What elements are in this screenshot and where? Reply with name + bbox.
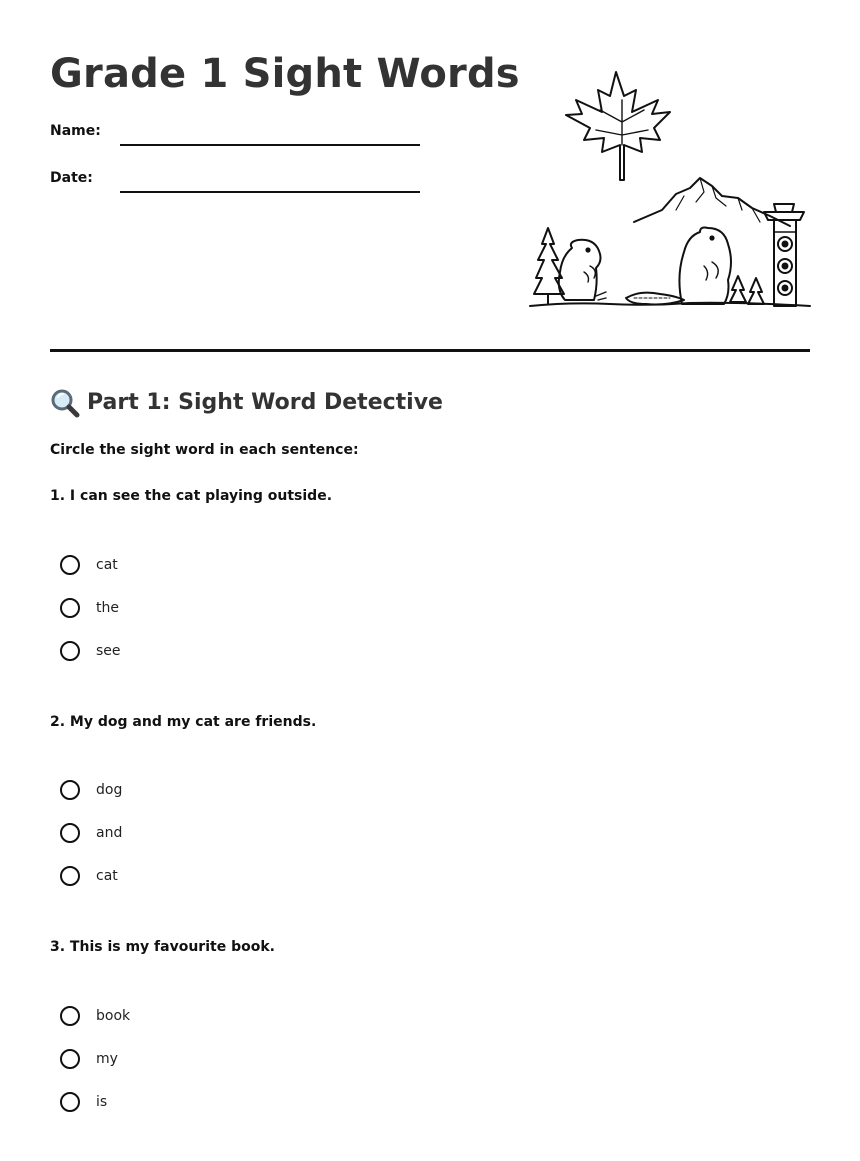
answer-option[interactable] <box>60 638 360 664</box>
header-divider <box>50 349 810 352</box>
radio-button[interactable] <box>60 1092 80 1112</box>
answer-option[interactable] <box>60 863 360 889</box>
beaver-icon <box>626 228 731 305</box>
radio-button[interactable] <box>60 866 80 886</box>
pine-tree-icon <box>730 276 764 304</box>
answer-option[interactable] <box>60 595 360 621</box>
question-1 <box>50 487 810 659</box>
question-text: 2. My dog and my cat are friends. <box>50 714 317 730</box>
option-label: cat <box>96 557 118 573</box>
radio-button[interactable] <box>60 1006 80 1026</box>
option-label: and <box>96 825 123 841</box>
option-label: my <box>96 1051 118 1067</box>
name-label: Name: <box>50 123 101 139</box>
option-label: cat <box>96 868 118 884</box>
radio-button[interactable] <box>60 1049 80 1069</box>
answer-option[interactable] <box>60 777 360 803</box>
option-label: dog <box>96 782 123 798</box>
answer-option[interactable] <box>60 820 360 846</box>
answer-option[interactable] <box>60 1089 360 1115</box>
radio-button[interactable] <box>60 823 80 843</box>
radio-button[interactable] <box>60 555 80 575</box>
answer-option[interactable] <box>60 552 360 578</box>
date-field <box>50 169 430 199</box>
name-blank-line[interactable] <box>120 144 420 146</box>
totem-pole-icon <box>764 204 804 306</box>
option-label: is <box>96 1094 108 1110</box>
radio-button[interactable] <box>60 598 80 618</box>
option-label: see <box>96 643 121 659</box>
question-text: 1. I can see the cat playing outside. <box>50 488 333 504</box>
canada-illustration <box>525 65 815 315</box>
question-text: 3. This is my favourite book. <box>50 939 275 955</box>
section-heading <box>50 388 443 418</box>
answer-option[interactable] <box>60 1003 360 1029</box>
groundhog-icon <box>559 240 606 300</box>
question-3 <box>50 938 810 1110</box>
radio-button[interactable] <box>60 641 80 661</box>
answer-option[interactable] <box>60 1046 360 1072</box>
instructions-text: Circle the sight word in each sentence: <box>50 442 359 458</box>
date-blank-line[interactable] <box>120 191 420 193</box>
option-label: book <box>96 1008 131 1024</box>
magnifying-glass-icon <box>50 388 80 418</box>
section-title: Part 1: Sight Word Detective <box>87 390 443 415</box>
date-label: Date: <box>50 170 93 186</box>
page-title: Grade 1 Sight Words <box>50 51 520 97</box>
question-2 <box>50 713 810 884</box>
radio-button[interactable] <box>60 780 80 800</box>
maple-leaf-icon <box>566 72 670 180</box>
name-field <box>50 122 430 152</box>
option-label: the <box>96 600 119 616</box>
